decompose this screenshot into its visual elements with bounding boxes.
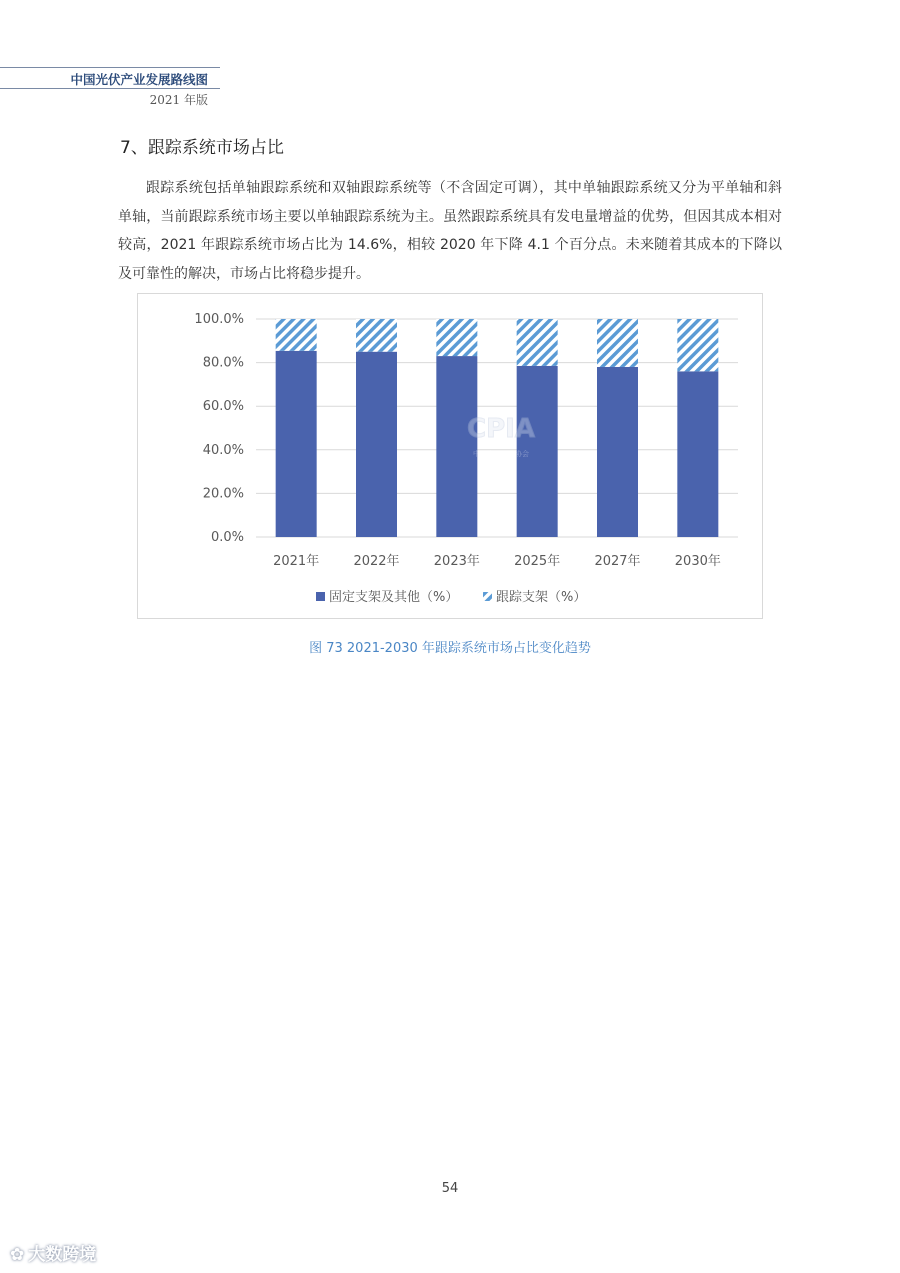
figure-caption: 图 73 2021-2030 年跟踪系统市场占比变化趋势 (309, 641, 591, 656)
bar-fixed-mount (436, 356, 477, 537)
bar-tracker-mount (677, 319, 718, 371)
watermark-text: 中国光伏行业协会 (473, 450, 529, 458)
bar-fixed-mount (677, 371, 718, 537)
x-tick-label: 2025年 (514, 554, 561, 569)
y-tick-label: 60.0% (202, 399, 244, 415)
brand-watermark (10, 1240, 96, 1264)
bar-tracker-mount (436, 319, 477, 356)
y-tick-label: 0.0% (210, 530, 244, 545)
brand-logo-icon: ✿ (10, 1245, 25, 1265)
bar-tracker-mount (517, 319, 558, 366)
bar-fixed-mount (276, 351, 317, 537)
x-tick-label: 2022年 (353, 554, 400, 569)
x-tick-label: 2030年 (674, 554, 721, 569)
chart-container (137, 293, 763, 619)
brand-text: 大数跨境 (28, 1245, 97, 1265)
header-rule-top (0, 67, 220, 68)
page-number: 54 (441, 1181, 459, 1196)
header-rule-bottom (0, 88, 220, 89)
x-tick-label: 2021年 (273, 554, 320, 569)
bar-tracker-mount (276, 319, 317, 351)
x-tick-label: 2023年 (433, 554, 480, 569)
legend-label: 跟踪支架（%） (496, 590, 587, 605)
bar-fixed-mount (597, 367, 638, 537)
y-tick-label: 40.0% (202, 442, 244, 458)
legend-swatch (316, 592, 325, 601)
watermark-logo: CPIA (467, 414, 535, 444)
y-tick-label: 20.0% (202, 486, 244, 502)
document-edition: 2021 年版 (149, 93, 208, 107)
document-title: 中国光伏产业发展路线图 (70, 72, 208, 87)
bar-tracker-mount (356, 319, 397, 352)
stacked-bar-chart (138, 294, 764, 620)
cpia-watermark (467, 414, 535, 458)
bar-tracker-mount (597, 319, 638, 367)
section-heading: 7、跟踪系统市场占比 (120, 138, 284, 158)
bar-fixed-mount (356, 352, 397, 537)
chart-legend (316, 589, 586, 605)
x-tick-label: 2027年 (594, 554, 641, 569)
legend-label: 固定支架及其他（%） (329, 590, 459, 605)
body-paragraph: 跟踪系统包括单轴跟踪系统和双轴跟踪系统等（不含固定可调），其中单轴跟踪系统又分为平单轴和斜单轴，当前跟踪系统市场主要以单轴跟踪系统为主。虽然跟踪系统具有发电量增益的优势，但因其成本相对较高，2021 年跟踪系统市场占比为 14.6%，相较 2020 年下降 4.1 个百分点。未来随着其成本的下降以及可靠性的解决，市场占比将稳步提升。 (118, 180, 782, 282)
y-tick-label: 100.0% (194, 312, 244, 327)
legend-swatch (483, 592, 492, 601)
y-tick-label: 80.0% (202, 355, 244, 371)
